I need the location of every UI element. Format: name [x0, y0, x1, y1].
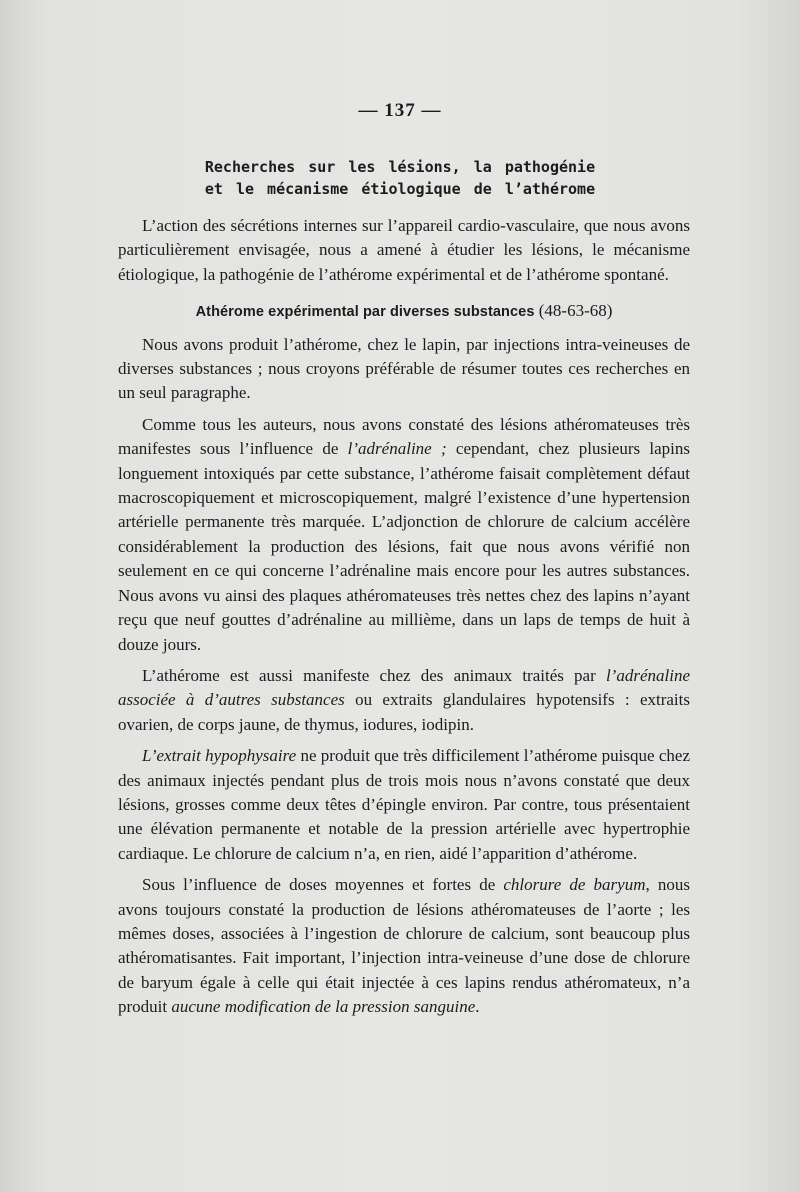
subheading-title: Athérome expérimental par diverses substances	[195, 304, 535, 321]
paragraph-5-text-c: .	[475, 997, 480, 1017]
paragraph-3-text-b: ou extraits glandulaires hypotensifs : extraits ovarien, de corps jaune, de thymus, iodures, iodipin.	[118, 690, 690, 734]
section-title	[140, 156, 660, 200]
page-number: — 137 —	[358, 100, 442, 121]
paragraph-5-text-b: , nous avons toujours constaté la production de lésions athéromateuses de l’aorte ; les mêmes doses, associées à l’ingestion de chlorure de calcium, sont beaucoup plus athéromatisantes. Fait important, l’injection intra-veineuse d’une dose de chlorure de baryum égale à celle qui était injectée à ces lapins rendus athéromateux, n’a produit	[118, 875, 690, 1017]
paragraph-3	[118, 664, 690, 737]
paragraph-5-emphasis-2: aucune modification de la pression sanguine	[171, 997, 476, 1017]
paragraph-5-text-a: Sous l’influence de doses moyennes et fortes de	[142, 875, 504, 895]
paragraph-2-text-b: cependant, chez plusieurs lapins longuement intoxiqués par cette substance, l’athérome faisait complètement défaut macroscopiquement et microscopiquement, malgré l’existence d’une hypertension artérielle permanente très marquée. L’adjonction de chlorure de calcium accélère considérablement la production des lésions, fait que nous avons vérifié non seulement en ce qui concerne l’adrénaline mais encore pour les autres substances. Nous avons vu ainsi des plaques athéromateuses très nettes chez des lapins n’ayant reçu que neuf gouttes d’adrénaline au millième, dans un laps de temps de huit à douze jours.	[118, 439, 690, 654]
body-text	[118, 214, 690, 1027]
section-title-line-1: Recherches sur les lésions, la pathogénie	[204, 158, 596, 176]
paragraph-2-text-a: Comme tous les auteurs, nous avons constaté des lésions athéromateuses très manifestes sous l’influence de	[118, 414, 690, 459]
paragraph-4	[118, 744, 690, 866]
paragraph-5-emphasis-1: chlorure de baryum	[503, 875, 646, 895]
subheading-references: (48-63-68)	[534, 301, 613, 321]
intro-paragraph: L’action des sécrétions internes sur l’appareil cardio-vasculaire, que nous avons particulièrement envisagée, nous a amené à étudier les lésions, le mécanisme étiologique, la pathogénie de l’athérome expérimental et de l’athérome spontané.	[118, 216, 690, 284]
paragraph-2-emphasis: l’adrénaline ;	[347, 439, 447, 459]
paragraph-4-emphasis: L’extrait hypophysaire	[142, 746, 297, 766]
paragraph-5	[118, 873, 690, 1019]
paragraph-3-emphasis: l’adrénaline associée à d’autres substances	[118, 665, 690, 710]
paragraph-4-text-a: ne produit que très difficilement l’athérome puisque chez des animaux injectés pendant plus de trois mois nous n’avons constaté que deux lésions, grosses comme deux têtes d’épingle environ. Par contre, tous présentaient une élévation permanente et notable de la pression artérielle avec hypertrophie cardiaque. Le chlorure de calcium n’a, en rien, aidé l’apparition d’athérome.	[118, 746, 690, 863]
section-title-line-2: et le mécanisme étiologique de l’athérome	[204, 180, 596, 198]
paragraph-2	[118, 413, 690, 657]
subheading	[118, 299, 690, 324]
paragraph-1: Nous avons produit l’athérome, chez le lapin, par injections intra-veineuses de diverses substances ; nous croyons préférable de résumer toutes ces recherches en un seul paragraphe.	[118, 334, 690, 403]
paragraph-3-text-a: L’athérome est aussi manifeste chez des animaux traités par	[142, 665, 606, 685]
